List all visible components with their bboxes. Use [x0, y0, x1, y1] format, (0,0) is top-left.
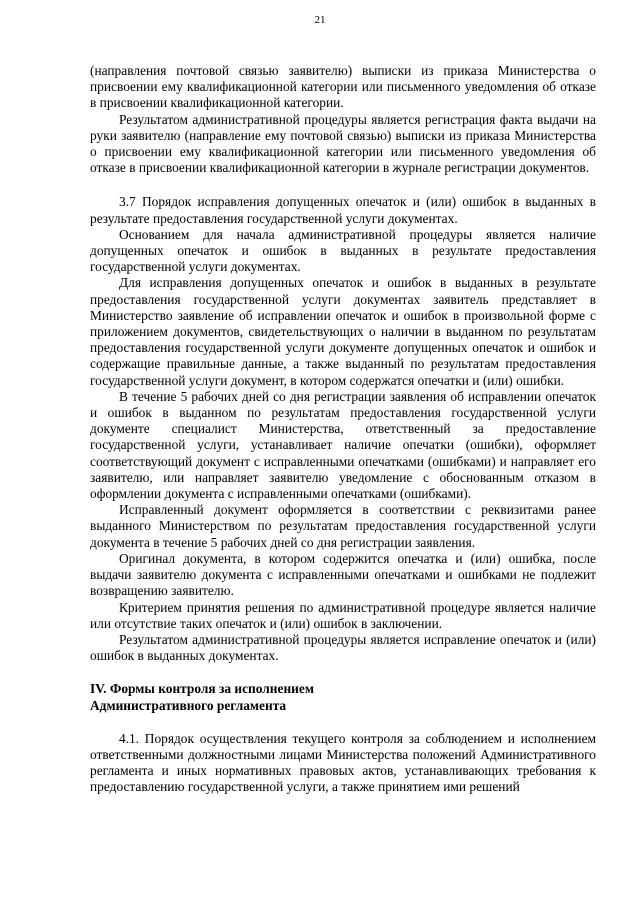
paragraph-spacer	[90, 176, 596, 194]
paragraph: Оригинал документа, в котором содержится опечатка и (или) ошибка, после выдачи заявителю документа с исправленными опечатками и ошибками не подлежит возвращению заявителю.	[90, 550, 596, 599]
paragraph: Результатом административной процедуры является исправление опечаток и (или) ошибок в выданных документах.	[90, 631, 596, 664]
section-heading-line-2: Административного регламента	[90, 697, 287, 713]
paragraph: 4.1. Порядок осуществления текущего контроля за соблюдением и исполнением ответственными должностными лицами Министерства положений Административного регламента и иных нормативных правовых актов, устанавливающих требования к предоставлению государственной услуги, а также принятием ими решений	[90, 730, 596, 795]
paragraph: Результатом административной процедуры является регистрация факта выдачи на руки заявителю (направление ему почтовой связью) выписки из приказа Министерства о присвоении ему квалификационной категории или письменного уведомления об отказе в присвоении квалификационной категории в журнале регистрации документов.	[90, 111, 596, 176]
paragraph-spacer	[90, 664, 596, 681]
paragraph: В течение 5 рабочих дней со дня регистрации заявления об исправлении опечаток и ошибок в выданном по результатам предоставления государственной услуги документе специалист Министерства, ответственный за предоставление государственной услуги, устанавливает наличие опечатки (ошибки), оформляет соответствующий документ с исправленными опечатками (ошибками) и направляет его заявителю, или направляет заявителю уведомление с обоснованным отказом в оформлении документа с исправленными опечатками (ошибками).	[90, 388, 596, 502]
paragraph: Для исправления допущенных опечаток и ошибок в выданных в результате предоставления государственной услуги документах заявитель представляет в Министерство заявление об исправлении опечаток и ошибок в произвольной форме с приложением документов, свидетельствующих о наличии в выданном по результатам предоставления государственной услуги документе допущенных опечаток и ошибок и содержащие правильные данные, а также выданный по результатам предоставления государственной услуги документ, в котором содержатся опечатки и (или) ошибки.	[90, 275, 596, 388]
paragraph: (направления почтовой связью заявителю) выписки из приказа Министерства о присвоении ему квалификационной категории или письменного уведомления об отказе в присвоении квалификационной категории.	[90, 63, 596, 111]
page-number: 21	[314, 14, 326, 26]
document-body	[90, 63, 596, 796]
paragraph: Критерием принятия решения по административной процедуре является наличие или отсутствие таких опечаток и (или) ошибок в заключении.	[90, 599, 596, 631]
paragraph-spacer	[90, 714, 596, 731]
paragraph: 3.7 Порядок исправления допущенных опечаток и (или) ошибок в выданных в результате предоставления государственной услуги документах.	[90, 194, 596, 226]
section-heading-line-1: IV. Формы контроля за исполнением	[90, 681, 314, 697]
paragraph: Основанием для начала административной процедуры является наличие допущенных опечаток и ошибок в выданных в результате предоставления государственной услуги документах.	[90, 226, 596, 275]
paragraph: Исправленный документ оформляется в соответствии с реквизитами ранее выданного Министерством по результатам предоставления государственной услуги документа в течение 5 рабочих дней со дня регистрации заявления.	[90, 502, 596, 550]
